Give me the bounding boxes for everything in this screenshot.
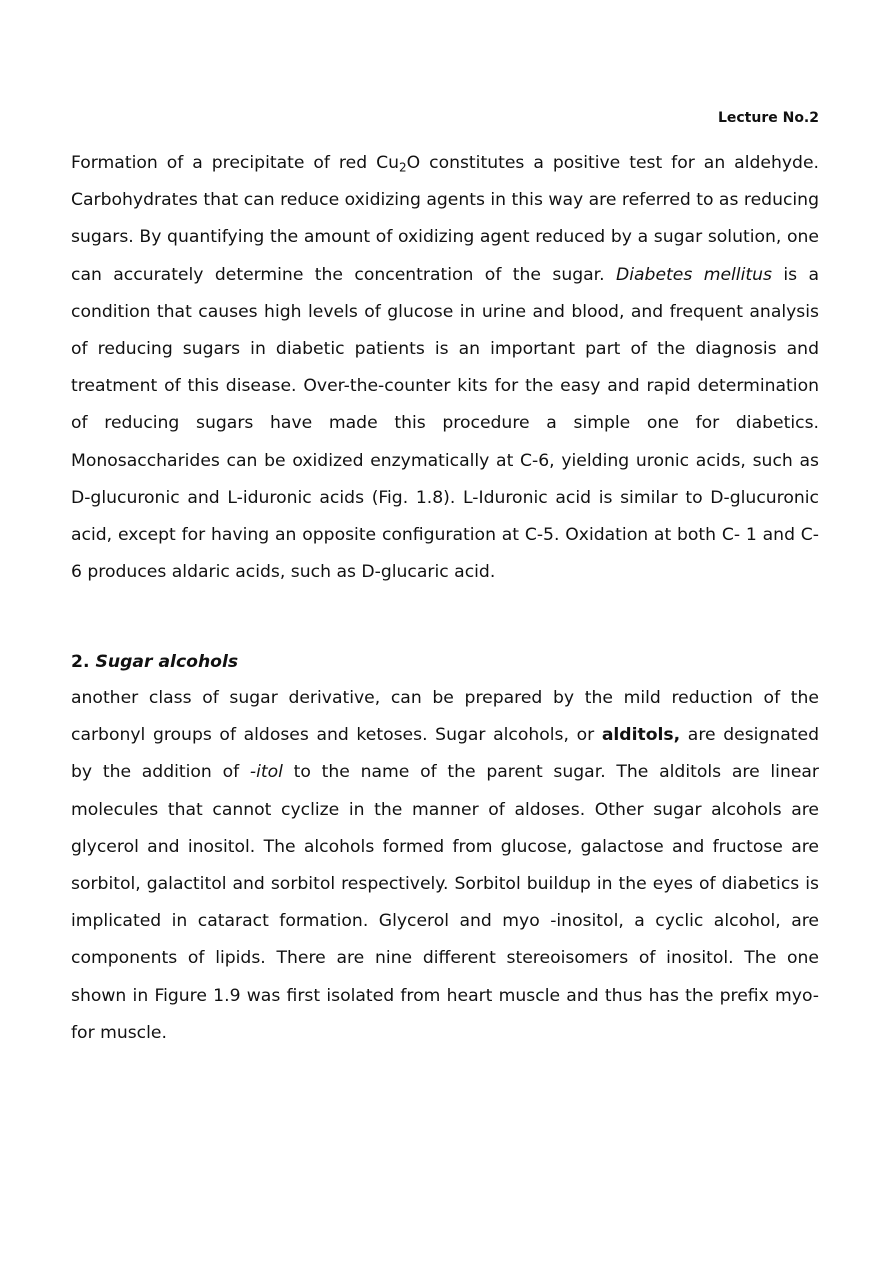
- lecture-header: Lecture No.2: [717, 110, 819, 126]
- text-run: to the name of the parent sugar. The alditols are linear molecules that cannot cyclize in the manner of aldoses. Other sugar alcohols are glycerol and inositol. The alcohols formed from glucose, galactose and fructose are sorbitol, galactitol and sorbitol respectively. Sorbitol buildup in the eyes of diabetics is implicated in cataract formation. Glycerol and myo -inositol, a cyclic alcohol, are components of lipids. There are nine different stereoisomers of inositol. The one shown in Figure 1.9 was first isolated from heart muscle and thus has the prefix myo- for muscle.: [71, 762, 819, 1043]
- paragraph-sugar-alcohols: [71, 680, 819, 1052]
- text-run: O constitutes a positive test for an aldehyde. Carbohydrates that can reduce oxidizing agents in this way are referred to as reducing sugars. By quantifying the amount of oxidizing agent reduced by a sugar solution, one can accurately determine the concentration of the sugar.: [71, 153, 819, 285]
- bold-term: alditols,: [601, 725, 681, 746]
- text-run: another class of sugar derivative, can be prepared by the mild reduction of the carbonyl groups of aldoses and ketoses. Sugar alcohols, or: [71, 688, 819, 746]
- paragraph-reducing-sugars: [71, 145, 819, 591]
- italic-term: Diabetes mellitus: [616, 264, 772, 285]
- text-run: Formation of a precipitate of red Cu: [71, 153, 399, 173]
- section-heading: [71, 647, 238, 677]
- paragraph-text: [71, 145, 819, 591]
- heading-title: Sugar alcohols: [95, 652, 239, 672]
- text-run: is a condition that causes high levels of glucose in urine and blood, and frequent analysis of reducing sugars in diabetic patients is an important part of the diagnosis and treatment of this disease. Over-the-counter kits for the easy and rapid determination of reducing sugars have made this procedure a simple one for diabetics. Monosaccharides can be oxidized enzymatically at C-6, yielding uronic acids, such as D-glucuronic and L-iduronic acids (Fig. 1.8). L-Iduronic acid is similar to D-glucuronic acid, except for having an opposite configuration at C-5. Oxidation at both C- 1 and C-6 produces aldaric acids, such as D-glucaric acid.: [71, 264, 819, 583]
- italic-term: -itol: [249, 762, 283, 783]
- heading-number: 2.: [71, 652, 96, 672]
- paragraph-text: [71, 680, 819, 1052]
- subscript: 2: [398, 160, 407, 175]
- text-run: are designated by the addition of: [71, 725, 819, 783]
